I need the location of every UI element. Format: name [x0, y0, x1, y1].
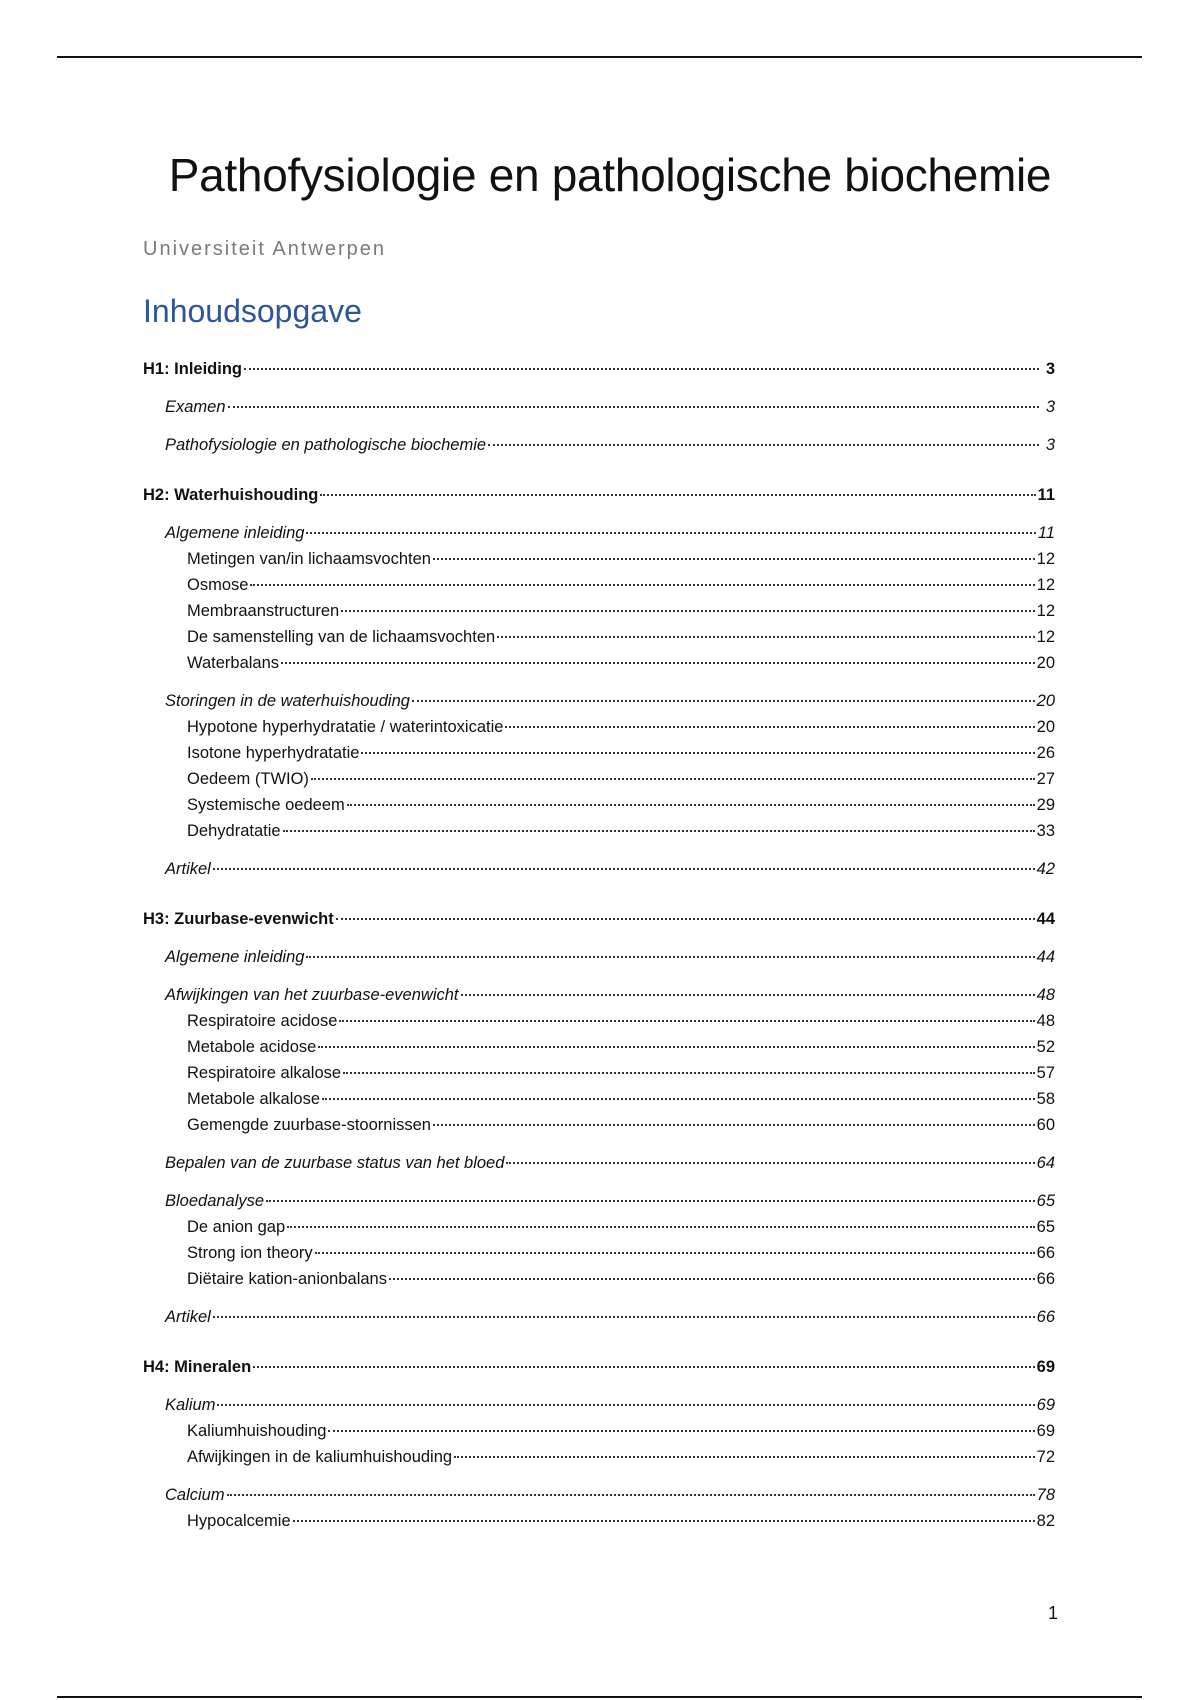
- toc-entry-page: 65: [1036, 1192, 1055, 1210]
- toc-entry-label: Strong ion theory: [187, 1244, 313, 1262]
- toc-entry-page: 52: [1036, 1038, 1055, 1056]
- toc-dot-leader: [213, 868, 1035, 870]
- toc-entry-label: Artikel: [165, 860, 211, 878]
- toc-entry-page: 3: [1045, 398, 1055, 416]
- toc-entry-label: Storingen in de waterhuishouding: [165, 692, 410, 710]
- toc-entry-page: 11: [1037, 524, 1055, 542]
- toc-entry[interactable]: [143, 1418, 1055, 1444]
- document-title: Pathofysiologie en pathologische biochemie: [168, 149, 1052, 201]
- toc-entry[interactable]: [143, 1444, 1055, 1470]
- toc-entry-page: 69: [1036, 1422, 1055, 1440]
- toc-dot-leader: [306, 956, 1034, 958]
- toc-entry-label: Gemengde zuurbase-stoornissen: [187, 1116, 431, 1134]
- toc-dot-leader: [281, 662, 1035, 664]
- toc-entry-page: 72: [1036, 1448, 1055, 1466]
- toc-entry-page: 20: [1036, 718, 1055, 736]
- toc-dot-leader: [227, 1494, 1035, 1496]
- toc-entry-label: Artikel: [165, 1308, 211, 1326]
- toc-entry-page: 65: [1036, 1218, 1055, 1236]
- toc-dot-leader: [217, 1404, 1034, 1406]
- toc-entry-label: De samenstelling van de lichaamsvochten: [187, 628, 496, 646]
- toc-dot-leader: [341, 610, 1034, 612]
- toc-entry-page: 60: [1036, 1116, 1055, 1134]
- toc-dot-leader: [244, 368, 1039, 370]
- toc-entry-page: 69: [1036, 1396, 1055, 1414]
- toc-dot-leader: [461, 994, 1035, 996]
- toc-entry[interactable]: [143, 572, 1055, 598]
- toc-entry-label: Calcium: [165, 1486, 225, 1504]
- toc-dot-leader: [250, 584, 1034, 586]
- toc-entry-label: Osmose: [187, 576, 249, 594]
- toc-dot-leader: [339, 1020, 1034, 1022]
- toc-entry[interactable]: [143, 1086, 1055, 1112]
- page-number: 1: [1047, 1603, 1058, 1623]
- toc-entry-page: 66: [1036, 1308, 1055, 1326]
- toc-entry[interactable]: [143, 944, 1055, 970]
- toc-entry[interactable]: [143, 1214, 1055, 1240]
- toc-entry-label: Examen: [165, 398, 226, 416]
- toc-dot-leader: [361, 752, 1034, 754]
- toc-entry[interactable]: [143, 432, 1055, 458]
- toc-entry[interactable]: [143, 1508, 1055, 1534]
- toc-dot-leader: [433, 558, 1035, 560]
- toc-entry-label: Kaliumhuishouding: [187, 1422, 327, 1440]
- toc-entry[interactable]: [143, 714, 1055, 740]
- toc-dot-leader: [306, 532, 1035, 534]
- toc-entry-label: Respiratoire alkalose: [187, 1064, 342, 1082]
- toc-heading: Inhoudsopgave: [143, 293, 362, 329]
- toc-dot-leader: [315, 1252, 1035, 1254]
- toc-entry-page: 11: [1037, 486, 1055, 504]
- toc-entry-page: 27: [1036, 770, 1055, 788]
- toc-entry-page: 12: [1036, 550, 1055, 568]
- toc-entry-page: 66: [1036, 1244, 1055, 1262]
- toc-entry-page: 58: [1036, 1090, 1055, 1108]
- toc-entry-page: 48: [1036, 1012, 1055, 1030]
- toc-dot-leader: [497, 636, 1034, 638]
- toc-entry[interactable]: [143, 1060, 1055, 1086]
- toc-entry-page: 44: [1036, 910, 1055, 928]
- toc-entry-label: Isotone hyperhydratatie: [187, 744, 360, 762]
- toc-entry-page: 64: [1036, 1154, 1055, 1172]
- toc-entry-label: Respiratoire acidose: [187, 1012, 338, 1030]
- toc-dot-leader: [318, 1046, 1034, 1048]
- toc-entry-page: 12: [1036, 628, 1055, 646]
- toc-entry-page: 66: [1036, 1270, 1055, 1288]
- toc-dot-leader: [311, 778, 1035, 780]
- toc-entry-label: Diëtaire kation-anionbalans: [187, 1270, 387, 1288]
- toc-dot-leader: [283, 830, 1035, 832]
- document-subtitle: Universiteit Antwerpen: [143, 238, 386, 260]
- toc-entry[interactable]: [143, 1150, 1055, 1176]
- toc-entry-page: 20: [1036, 692, 1055, 710]
- toc-dot-leader: [287, 1226, 1034, 1228]
- toc-entry-page: 57: [1036, 1064, 1055, 1082]
- toc-entry[interactable]: [143, 520, 1055, 546]
- toc-entry-page: 12: [1036, 576, 1055, 594]
- toc-entry[interactable]: [143, 792, 1055, 818]
- toc-entry-label: Metabole alkalose: [187, 1090, 320, 1108]
- toc-entry[interactable]: [143, 906, 1055, 932]
- toc-entry-label: Metingen van/in lichaamsvochten: [187, 550, 431, 568]
- toc-entry-label: Waterbalans: [187, 654, 280, 672]
- toc-entry-label: Oedeem (TWIO): [187, 770, 309, 788]
- toc-entry[interactable]: [143, 1112, 1055, 1138]
- toc-dot-leader: [328, 1430, 1034, 1432]
- toc-entry-label: Afwijkingen van het zuurbase-evenwicht: [165, 986, 459, 1004]
- toc-entry[interactable]: [143, 598, 1055, 624]
- toc-entry-page: 82: [1036, 1512, 1055, 1530]
- toc-entry-page: 44: [1036, 948, 1055, 966]
- toc-entry-page: 48: [1036, 986, 1055, 1004]
- toc-entry[interactable]: [143, 818, 1055, 844]
- toc-entry[interactable]: [143, 1034, 1055, 1060]
- toc-entry[interactable]: [143, 1354, 1055, 1380]
- top-rule: [57, 56, 1142, 58]
- toc-entry-label: Afwijkingen in de kaliumhuishouding: [187, 1448, 453, 1466]
- toc-entry[interactable]: [143, 482, 1055, 508]
- toc-entry[interactable]: [143, 356, 1055, 382]
- toc-entry-label: Metabole acidose: [187, 1038, 317, 1056]
- toc-entry[interactable]: [143, 546, 1055, 572]
- toc-dot-leader: [228, 406, 1039, 408]
- toc-entry-page: 26: [1036, 744, 1055, 762]
- toc-entry[interactable]: [143, 1008, 1055, 1034]
- toc-entry-page: 12: [1036, 602, 1055, 620]
- table-of-contents: [143, 356, 1055, 1534]
- toc-entry-label: Algemene inleiding: [165, 524, 305, 542]
- toc-dot-leader: [213, 1316, 1035, 1318]
- toc-dot-leader: [505, 726, 1034, 728]
- bottom-rule: [57, 1696, 1142, 1698]
- toc-entry-page: 69: [1036, 1358, 1055, 1376]
- toc-entry-label: Hypotone hyperhydratatie / waterintoxicatie: [187, 718, 504, 736]
- toc-entry[interactable]: [143, 688, 1055, 714]
- toc-entry-label: Pathofysiologie en pathologische biochemie: [165, 436, 487, 454]
- toc-dot-leader: [320, 494, 1035, 496]
- toc-entry[interactable]: [143, 394, 1055, 420]
- toc-entry[interactable]: [143, 1240, 1055, 1266]
- toc-entry-page: 42: [1036, 860, 1055, 878]
- toc-entry[interactable]: [143, 650, 1055, 676]
- toc-entry-label: Algemene inleiding: [165, 948, 305, 966]
- toc-dot-leader: [322, 1098, 1035, 1100]
- toc-dot-leader: [433, 1124, 1035, 1126]
- toc-entry[interactable]: [143, 1188, 1055, 1214]
- toc-entry[interactable]: [143, 624, 1055, 650]
- toc-entry[interactable]: [143, 1266, 1055, 1292]
- toc-dot-leader: [253, 1366, 1034, 1368]
- toc-entry-page: 20: [1036, 654, 1055, 672]
- toc-entry-page: 29: [1036, 796, 1055, 814]
- toc-entry-label: Membraanstructuren: [187, 602, 340, 620]
- toc-entry-page: 3: [1045, 436, 1055, 454]
- toc-dot-leader: [389, 1278, 1035, 1280]
- toc-dot-leader: [347, 804, 1035, 806]
- toc-dot-leader: [293, 1520, 1035, 1522]
- toc-dot-leader: [336, 918, 1035, 920]
- toc-dot-leader: [343, 1072, 1035, 1074]
- toc-entry-label: H2: Waterhuishouding: [143, 486, 319, 504]
- toc-entry-label: De anion gap: [187, 1218, 286, 1236]
- toc-entry-label: Systemische oedeem: [187, 796, 345, 814]
- toc-entry-label: Dehydratatie: [187, 822, 281, 840]
- toc-dot-leader: [412, 700, 1035, 702]
- toc-entry[interactable]: [143, 740, 1055, 766]
- toc-entry-label: H4: Mineralen: [143, 1358, 252, 1376]
- toc-entry[interactable]: [143, 1392, 1055, 1418]
- toc-entry-page: 3: [1045, 360, 1055, 378]
- toc-dot-leader: [454, 1456, 1035, 1458]
- toc-entry-label: H1: Inleiding: [143, 360, 242, 378]
- toc-dot-leader: [266, 1200, 1035, 1202]
- toc-entry-page: 78: [1036, 1486, 1055, 1504]
- toc-entry-label: Bepalen van de zuurbase status van het bloed: [165, 1154, 505, 1172]
- toc-entry-label: Hypocalcemie: [187, 1512, 291, 1530]
- toc-entry-label: Kalium: [165, 1396, 216, 1414]
- toc-entry[interactable]: [143, 1482, 1055, 1508]
- toc-entry-page: 33: [1036, 822, 1055, 840]
- toc-entry-label: Bloedanalyse: [165, 1192, 265, 1210]
- toc-entry[interactable]: [143, 1304, 1055, 1330]
- toc-entry-label: H3: Zuurbase-evenwicht: [143, 910, 334, 928]
- toc-dot-leader: [488, 444, 1039, 446]
- toc-entry[interactable]: [143, 856, 1055, 882]
- toc-entry[interactable]: [143, 766, 1055, 792]
- toc-dot-leader: [506, 1162, 1034, 1164]
- toc-entry[interactable]: [143, 982, 1055, 1008]
